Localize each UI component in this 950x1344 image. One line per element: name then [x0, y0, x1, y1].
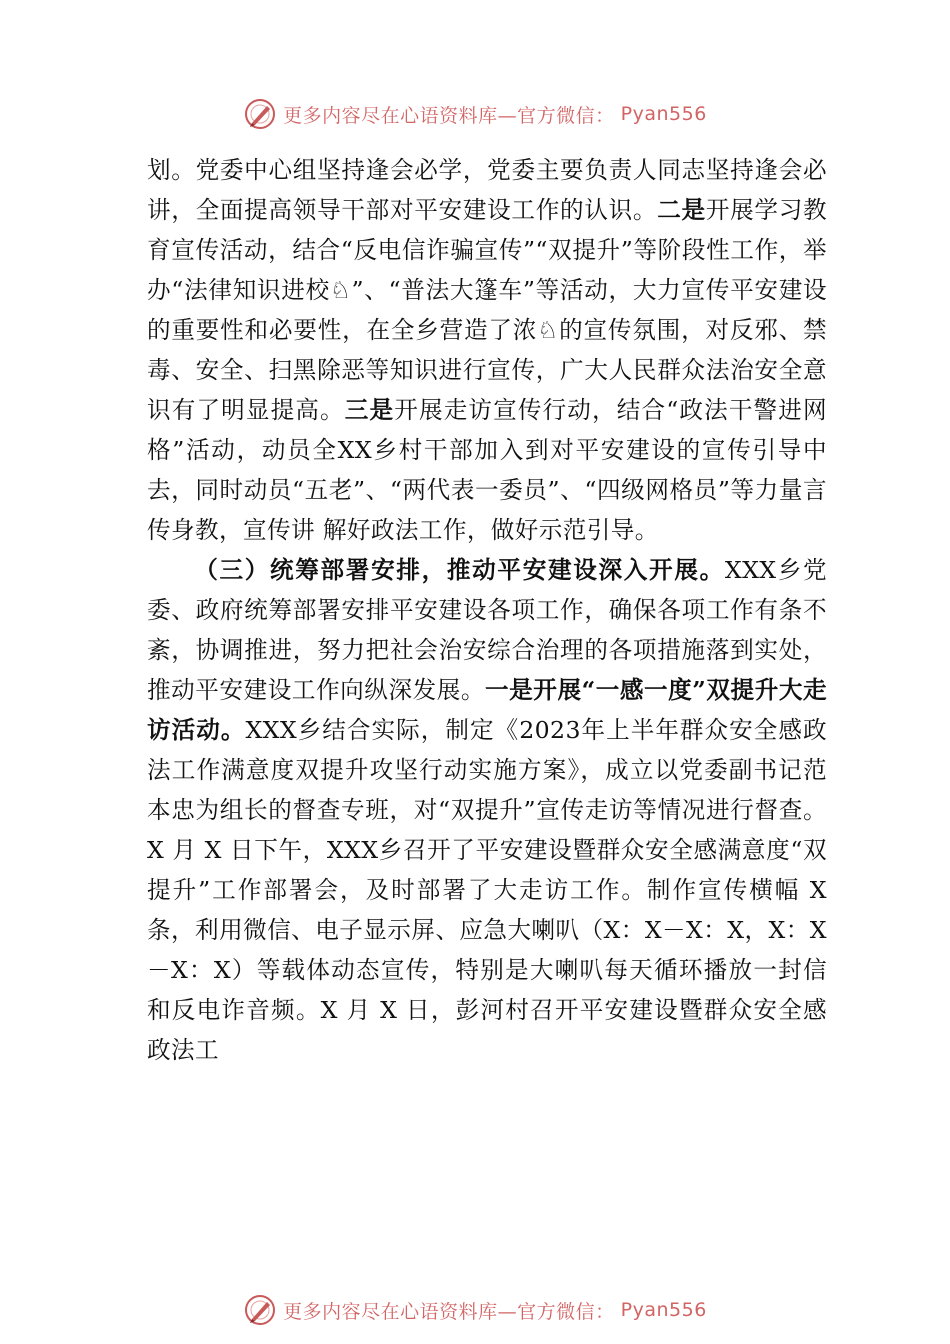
footer-watermark [0, 1290, 950, 1330]
watermark-text: 更多内容尽在心语资料库—官方微信： [283, 104, 615, 127]
bold-run: （三）统筹部署安排，推动平安建设深入开展。 [194, 556, 725, 584]
watermark-text: 更多内容尽在心语资料库—官方微信： [283, 1300, 615, 1323]
pen-in-circle-icon [243, 1293, 277, 1327]
text-run: 开展学习教育宣传活动，结合“反电信诈骗宣传”“双提升”等阶段性工作，举办“法律知识进校♘”、“普法大篷车”等活动，大力宣传平安建设的重要性和必要性，在全乡营造了浓♘的宣传氛围，对反邪、禁毒、安全、扫黑除恶等知识进行宣传，广大人民群众法治安全意识有了明显提高。 [147, 196, 827, 424]
text-run: XXX乡党委、政府统筹部署安排平安建设各项工作，确保各项工作有条不紊，协调推进，努力把社会治安综合治理的各项措施落到实处，推动平安建设工作向纵深发展。 [147, 556, 828, 704]
header-watermark [0, 94, 950, 134]
text-run: XXX乡结合实际，制定《2023年上半年群众安全感政法工作满意度双提升攻坚行动实施方案》，成立以党委副书记范本忠为组长的督查专班，对“双提升”宣传走访等情况进行督查。X 月 X 日下午，XXX乡召开了平安建设暨群众安全感满意度“双提升”工作部署会，及时部署了大走访工作。制作宣传横幅 X 条，利用微信、电子显示屏、应急大喇叭（X：X－X：X，X：X－X：X）等载体动态宣传，特别是大喇叭每天循环播放一封信和反电诈音频。X 月 X 日，彭河村召开平安建设暨群众安全感政法工 [147, 716, 827, 1064]
bold-run: 二是 [657, 196, 706, 224]
watermark-id: Pyan556 [620, 103, 707, 125]
document-body [147, 150, 827, 1070]
text-run: 开展走访宣传行动，结合“政法干警进网格”活动，动员全XX乡村干部加入到对平安建设的宣传引导中去，同时动员“五老”、“两代表一委员”、“四级网格员”等力量言传身教，宣传讲 解好政法工作，做好示范引导。 [147, 396, 827, 544]
paragraph [147, 150, 827, 550]
bold-run: 一是开展“一感一度”双提升大走访活动。 [147, 676, 827, 744]
text-run: 划。党委中心组坚持逢会必学，党委主要负责人同志坚持逢会必讲，全面提高领导干部对平安建设工作的认识。 [147, 156, 827, 224]
paragraph [147, 550, 827, 1070]
pen-in-circle-icon [243, 97, 277, 131]
watermark-id: Pyan556 [620, 1299, 707, 1321]
bold-run: 三是 [344, 396, 395, 424]
